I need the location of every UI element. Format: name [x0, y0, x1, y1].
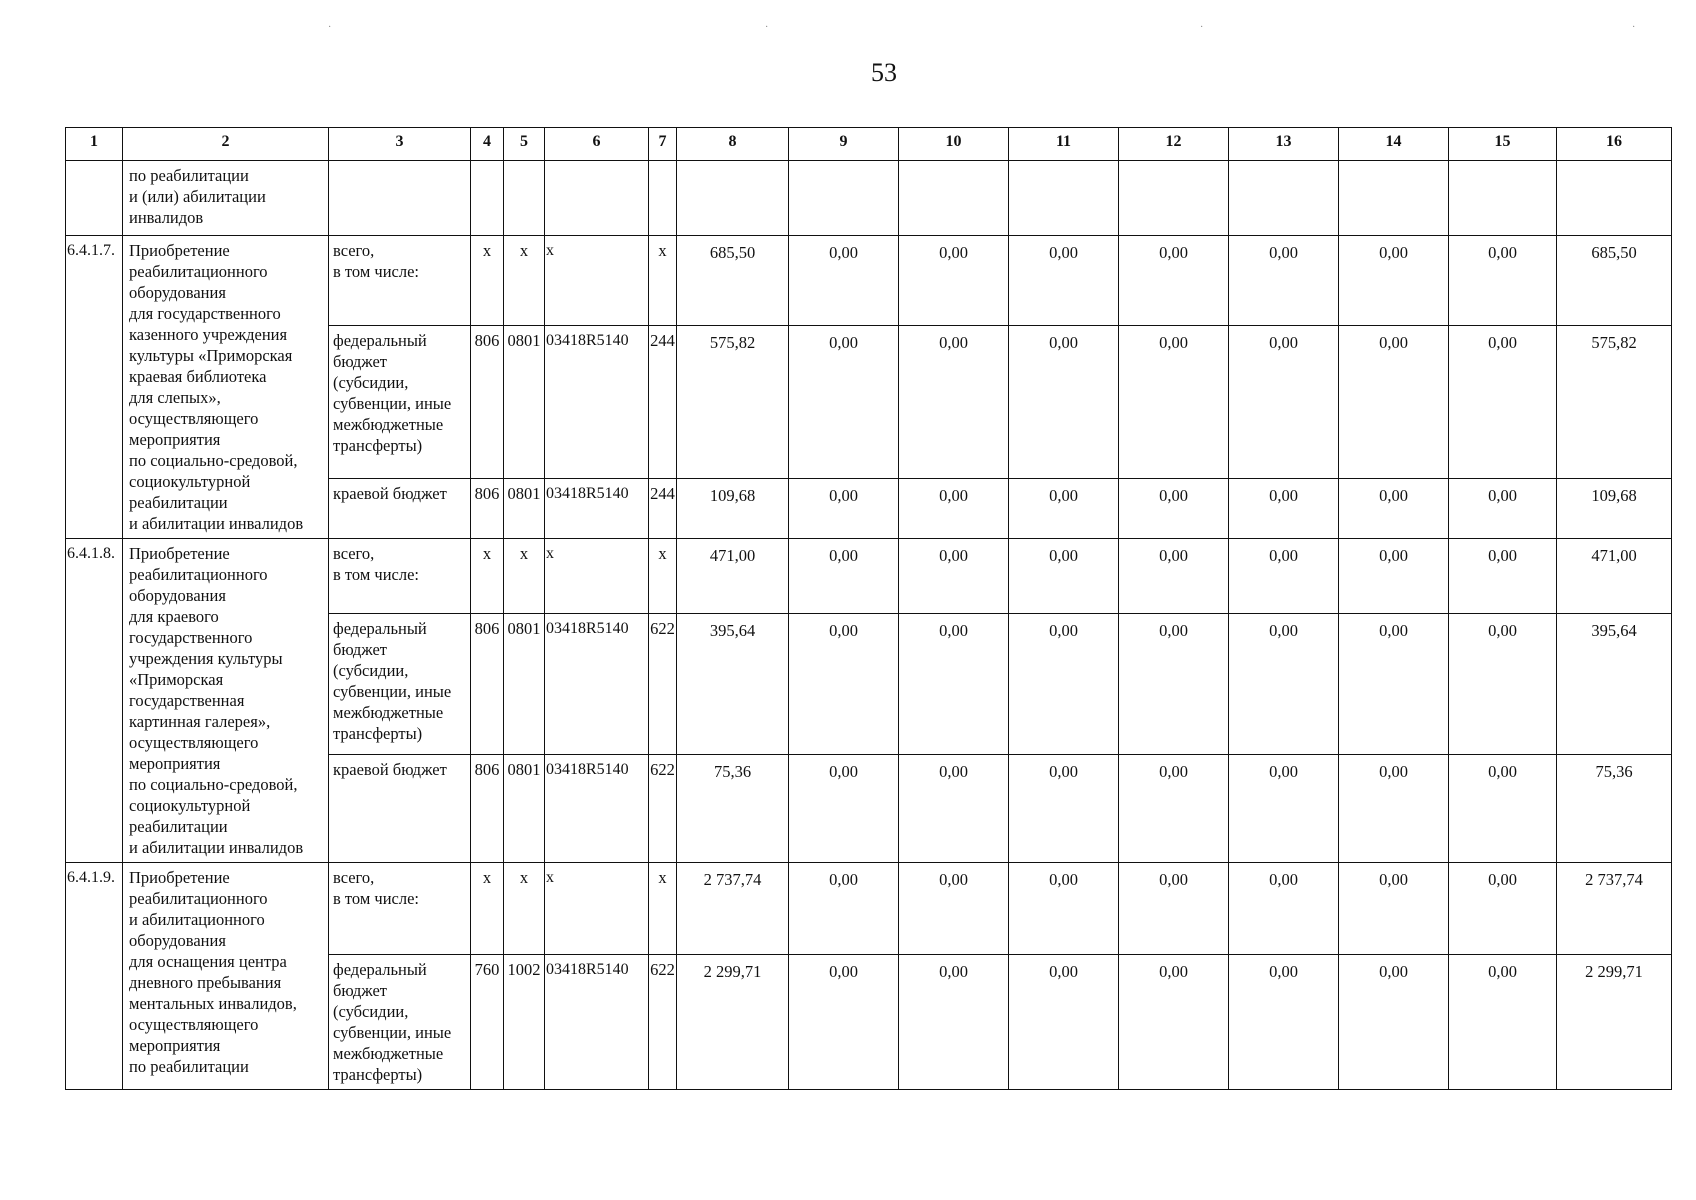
empty-cell — [504, 161, 545, 236]
code-grbs: x — [471, 539, 504, 614]
code-expense-type: 244 — [649, 326, 677, 479]
value-col-8: 471,00 — [677, 539, 789, 614]
value-col-13: 0,00 — [1229, 326, 1339, 479]
funding-source: федеральный бюджет (субсидии, субвенции, иные межбюджетные трансферты) — [329, 955, 471, 1090]
value-col-14: 0,00 — [1339, 326, 1449, 479]
code-target: 03418R5140 — [545, 614, 649, 755]
value-col-8: 109,68 — [677, 478, 789, 538]
value-col-9: 0,00 — [789, 863, 899, 955]
value-col-15: 0,00 — [1449, 755, 1557, 863]
code-section: 0801 — [504, 755, 545, 863]
code-grbs: x — [471, 863, 504, 955]
value-col-14: 0,00 — [1339, 236, 1449, 326]
value-col-10: 0,00 — [899, 755, 1009, 863]
table-row — [66, 236, 1672, 326]
value-col-10: 0,00 — [899, 539, 1009, 614]
code-expense-type: 622 — [649, 955, 677, 1090]
value-col-11: 0,00 — [1009, 955, 1119, 1090]
value-col-14: 0,00 — [1339, 955, 1449, 1090]
code-grbs: 806 — [471, 478, 504, 538]
value-col-13: 0,00 — [1229, 614, 1339, 755]
funding-source: всего, в том числе: — [329, 863, 471, 955]
code-target: 03418R5140 — [545, 478, 649, 538]
column-header-12: 12 — [1119, 128, 1229, 161]
value-col-11: 0,00 — [1009, 614, 1119, 755]
value-col-9: 0,00 — [789, 478, 899, 538]
budget-table — [65, 127, 1672, 1090]
code-grbs: 806 — [471, 326, 504, 479]
value-col-11: 0,00 — [1009, 539, 1119, 614]
scan-speck: · — [1200, 22, 1204, 33]
value-col-15: 0,00 — [1449, 326, 1557, 479]
value-col-12: 0,00 — [1119, 326, 1229, 479]
code-target: x — [545, 236, 649, 326]
value-col-9: 0,00 — [789, 955, 899, 1090]
code-expense-type: x — [649, 539, 677, 614]
value-col-16: 75,36 — [1557, 755, 1672, 863]
code-grbs: x — [471, 236, 504, 326]
continued-description: по реабилитации и (или) абилитации инвалидов — [129, 166, 266, 227]
code-target: 03418R5140 — [545, 755, 649, 863]
value-col-15: 0,00 — [1449, 539, 1557, 614]
code-target: 03418R5140 — [545, 326, 649, 479]
value-col-14: 0,00 — [1339, 539, 1449, 614]
value-col-12: 0,00 — [1119, 236, 1229, 326]
value-col-13: 0,00 — [1229, 755, 1339, 863]
value-col-11: 0,00 — [1009, 326, 1119, 479]
value-col-8: 2 299,71 — [677, 955, 789, 1090]
column-header-7: 7 — [649, 128, 677, 161]
empty-cell — [1557, 161, 1672, 236]
code-expense-type: 622 — [649, 614, 677, 755]
table-row — [66, 539, 1672, 614]
value-col-13: 0,00 — [1229, 539, 1339, 614]
value-col-8: 395,64 — [677, 614, 789, 755]
table-row — [66, 863, 1672, 955]
column-header-11: 11 — [1009, 128, 1119, 161]
value-col-16: 575,82 — [1557, 326, 1672, 479]
code-grbs: 760 — [471, 955, 504, 1090]
empty-cell — [545, 161, 649, 236]
code-grbs: 806 — [471, 755, 504, 863]
header-row — [66, 128, 1672, 161]
code-expense-type: 622 — [649, 755, 677, 863]
value-col-8: 685,50 — [677, 236, 789, 326]
column-header-3: 3 — [329, 128, 471, 161]
value-col-16: 471,00 — [1557, 539, 1672, 614]
column-header-8: 8 — [677, 128, 789, 161]
code-grbs: 806 — [471, 614, 504, 755]
code-section: 1002 — [504, 955, 545, 1090]
funding-source: краевой бюджет — [329, 478, 471, 538]
continuation-row — [66, 161, 1672, 236]
value-col-16: 2 737,74 — [1557, 863, 1672, 955]
column-header-9: 9 — [789, 128, 899, 161]
value-col-8: 575,82 — [677, 326, 789, 479]
row-description: Приобретение реабилитационного оборудования для государственного казенного учреждения культуры «Приморская краевая библиотека для слепых», осуществляющего мероприятия по социально-средовой, социокультурной реабилитации и абилитации инвалидов — [123, 236, 329, 539]
column-header-16: 16 — [1557, 128, 1672, 161]
description-cell — [123, 161, 329, 236]
scan-speck: · — [328, 22, 332, 33]
value-col-13: 0,00 — [1229, 478, 1339, 538]
empty-cell — [789, 161, 899, 236]
funding-source: всего, в том числе: — [329, 539, 471, 614]
code-target: x — [545, 539, 649, 614]
code-expense-type: 244 — [649, 478, 677, 538]
value-col-10: 0,00 — [899, 326, 1009, 479]
column-header-15: 15 — [1449, 128, 1557, 161]
value-col-11: 0,00 — [1009, 236, 1119, 326]
row-id-cell — [66, 161, 123, 236]
empty-cell — [1009, 161, 1119, 236]
value-col-11: 0,00 — [1009, 755, 1119, 863]
value-col-13: 0,00 — [1229, 236, 1339, 326]
value-col-12: 0,00 — [1119, 755, 1229, 863]
value-col-10: 0,00 — [899, 614, 1009, 755]
value-col-15: 0,00 — [1449, 478, 1557, 538]
column-header-6: 6 — [545, 128, 649, 161]
code-expense-type: x — [649, 236, 677, 326]
scan-speck: · — [1632, 22, 1636, 33]
empty-cell — [649, 161, 677, 236]
page-number: 53 — [871, 58, 897, 87]
value-col-9: 0,00 — [789, 614, 899, 755]
column-header-13: 13 — [1229, 128, 1339, 161]
value-col-10: 0,00 — [899, 863, 1009, 955]
value-col-9: 0,00 — [789, 326, 899, 479]
code-target: 03418R5140 — [545, 955, 649, 1090]
value-col-11: 0,00 — [1009, 863, 1119, 955]
funding-source: федеральный бюджет (субсидии, субвенции, иные межбюджетные трансферты) — [329, 614, 471, 755]
code-section: x — [504, 539, 545, 614]
value-col-15: 0,00 — [1449, 955, 1557, 1090]
value-col-10: 0,00 — [899, 955, 1009, 1090]
column-header-2: 2 — [123, 128, 329, 161]
value-col-13: 0,00 — [1229, 955, 1339, 1090]
code-section: 0801 — [504, 478, 545, 538]
value-col-16: 685,50 — [1557, 236, 1672, 326]
value-col-13: 0,00 — [1229, 863, 1339, 955]
funding-source: федеральный бюджет (субсидии, субвенции, иные межбюджетные трансферты) — [329, 326, 471, 479]
value-col-10: 0,00 — [899, 478, 1009, 538]
code-section: x — [504, 863, 545, 955]
code-target: x — [545, 863, 649, 955]
row-id: 6.4.1.8. — [66, 539, 123, 863]
empty-cell — [899, 161, 1009, 236]
value-col-14: 0,00 — [1339, 755, 1449, 863]
empty-cell — [1229, 161, 1339, 236]
funding-source: краевой бюджет — [329, 755, 471, 863]
code-section: 0801 — [504, 326, 545, 479]
row-description: Приобретение реабилитационного и абилитационного оборудования для оснащения центра дневного пребывания ментальных инвалидов, осуществляющего мероприятия по реабилитации — [123, 863, 329, 1090]
value-col-8: 75,36 — [677, 755, 789, 863]
empty-cell — [471, 161, 504, 236]
value-col-12: 0,00 — [1119, 614, 1229, 755]
value-col-9: 0,00 — [789, 539, 899, 614]
value-col-16: 109,68 — [1557, 478, 1672, 538]
empty-cell — [1339, 161, 1449, 236]
column-header-1: 1 — [66, 128, 123, 161]
row-id: 6.4.1.7. — [66, 236, 123, 539]
value-col-12: 0,00 — [1119, 539, 1229, 614]
column-header-4: 4 — [471, 128, 504, 161]
value-col-15: 0,00 — [1449, 614, 1557, 755]
value-col-14: 0,00 — [1339, 614, 1449, 755]
empty-cell — [677, 161, 789, 236]
funding-source: всего, в том числе: — [329, 236, 471, 326]
row-id: 6.4.1.9. — [66, 863, 123, 1090]
value-col-16: 395,64 — [1557, 614, 1672, 755]
empty-cell — [1119, 161, 1229, 236]
empty-cell — [329, 161, 471, 236]
scan-speck: · — [765, 22, 769, 33]
value-col-16: 2 299,71 — [1557, 955, 1672, 1090]
value-col-9: 0,00 — [789, 755, 899, 863]
value-col-15: 0,00 — [1449, 236, 1557, 326]
row-description: Приобретение реабилитационного оборудования для краевого государственного учреждения культуры «Приморская государственная картинная галерея», осуществляющего мероприятия по социально-средовой, социокультурной реабилитации и абилитации инвалидов — [123, 539, 329, 863]
code-expense-type: x — [649, 863, 677, 955]
value-col-12: 0,00 — [1119, 478, 1229, 538]
column-header-5: 5 — [504, 128, 545, 161]
value-col-12: 0,00 — [1119, 863, 1229, 955]
value-col-9: 0,00 — [789, 236, 899, 326]
value-col-14: 0,00 — [1339, 863, 1449, 955]
value-col-15: 0,00 — [1449, 863, 1557, 955]
column-header-14: 14 — [1339, 128, 1449, 161]
value-col-11: 0,00 — [1009, 478, 1119, 538]
value-col-10: 0,00 — [899, 236, 1009, 326]
code-section: 0801 — [504, 614, 545, 755]
empty-cell — [1449, 161, 1557, 236]
value-col-12: 0,00 — [1119, 955, 1229, 1090]
column-header-10: 10 — [899, 128, 1009, 161]
value-col-14: 0,00 — [1339, 478, 1449, 538]
value-col-8: 2 737,74 — [677, 863, 789, 955]
code-section: x — [504, 236, 545, 326]
